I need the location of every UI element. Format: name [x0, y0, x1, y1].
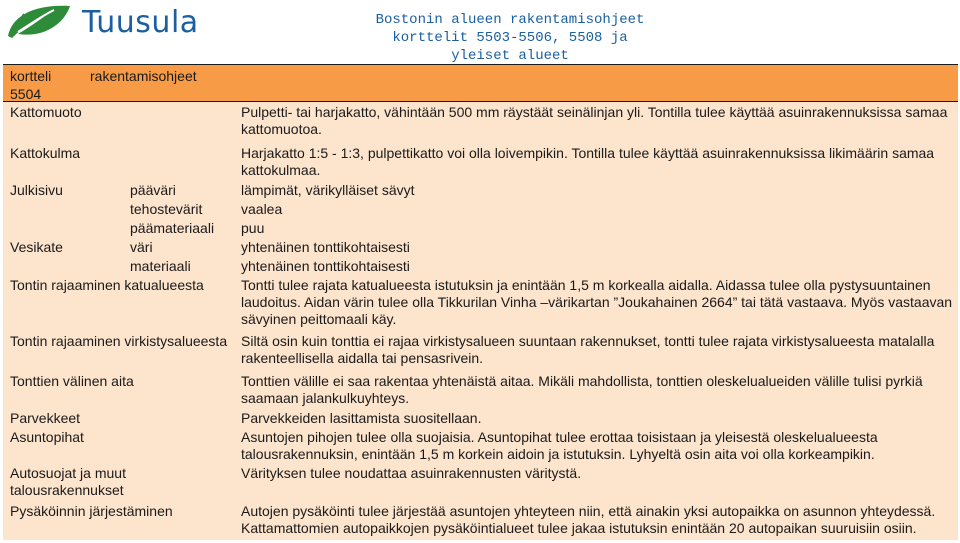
- title-line-1: Bostonin alueen rakentamisohjeet: [375, 12, 645, 28]
- value-kattokulma: Harjakatto 1:5 - 1:3, pulpettikatto voi olla loivempikin. Tontilla tulee käyttää asuinrakennuksissa likimäärin samaa kattokulmaa.: [241, 145, 935, 178]
- label-tonttien-valinen-aita: Tonttien välinen aita: [10, 373, 134, 389]
- label-rajaaminen-virkistysalueesta: Tontin rajaaminen virkistysalueesta: [10, 333, 228, 349]
- value-pysakointi: Autojen pysäköinti tulee järjestää asuntojen yhteyteen niin, että ainakin yksi autopaikka on asunnon yhteydessä. Kattamattomien autopaikkojen pysäköintialueet tulee jakaa istutuksin enintään 20 autopaikan suuruisiin osiin.: [241, 503, 936, 536]
- value-kattomuoto: Pulpetti- tai harjakatto, vähintään 500 mm räystäät seinälinjan yli. Tontilla tulee käyttää asuinrakennuksissa samaa kattomuotoa.: [241, 104, 948, 137]
- label-rajaaminen-katualueesta: Tontin rajaaminen katualueesta: [10, 277, 204, 293]
- label-asuntopihat: Asuntopihat: [10, 429, 84, 445]
- label-kattokulma: Kattokulma: [10, 145, 81, 161]
- value-tehostevarit: vaalea: [241, 201, 283, 217]
- label-vesikate: Vesikate: [10, 239, 63, 255]
- label-materiaali: materiaali: [130, 258, 191, 274]
- label-pysakointi: Pysäköinnin järjestäminen: [10, 503, 173, 519]
- document-title: [360, 11, 660, 65]
- header-rakentamisohjeet: rakentamisohjeet: [90, 68, 197, 84]
- value-vari: yhtenäinen tonttikohtaisesti: [241, 239, 410, 255]
- label-paavari: pääväri: [130, 182, 176, 198]
- value-rajaaminen-katualueesta: Tontti tulee rajata katualueesta istutuksin ja enintään 1,5 m korkealla aidalla. Aidassa tulee olla pystysuuntainen laudoitus. Aidan värin tulee olla Tikkurilan Vinha –värikartan ”Joukahainen 2664” tai tätä vastaava. Myös vastaavan sävyinen peittomaali käy.: [241, 277, 953, 327]
- header-kortteli: kortteli: [10, 68, 52, 84]
- logo-wordmark: Tuusula: [82, 4, 199, 40]
- value-asuntopihat: Asuntojen pihojen tulee olla suojaisia. Asuntopihat tulee erottaa toisistaan ja yleisestä oleskelualueesta talousrakennuksin, enintään 1,5 m korkein aidoin ja istutuksin. Lyhyeltä osin aita voi olla korkeampikin.: [241, 429, 878, 462]
- leaf-logo-icon: [4, 2, 76, 42]
- value-parvekkeet: Parvekkeiden lasittamista suositellaan.: [241, 410, 482, 426]
- value-materiaali: yhtenäinen tonttikohtaisesti: [241, 258, 410, 274]
- value-paavari: lämpimät, värikylläiset sävyt: [241, 182, 415, 198]
- value-rajaaminen-virkistysalueesta: Siltä osin kuin tonttia ei rajaa virkistysalueen suuntaan rakennukset, tontti tulee rajata virkistysalueesta matalalla rakenteellisella aidalla tai pensasrivein.: [241, 333, 935, 366]
- value-paamateriaali: puu: [241, 220, 265, 236]
- label-tehostevarit: tehostevärit: [130, 201, 203, 217]
- label-autosuojat: Autosuojat ja muut talousrakennukset: [10, 465, 126, 498]
- label-paamateriaali: päämateriaali: [130, 220, 215, 236]
- value-autosuojat: Värityksen tulee noudattaa asuinrakennusten väritystä.: [241, 465, 582, 481]
- tuusula-logo: [4, 2, 199, 42]
- label-kattomuoto: Kattomuoto: [10, 104, 82, 120]
- label-vari: väri: [130, 239, 153, 255]
- header-block-number: 5504: [10, 86, 42, 102]
- title-line-2: korttelit 5503-5506, 5508 ja yleiset alueet: [392, 30, 628, 64]
- value-tonttien-valinen-aita: Tonttien välille ei saa rakentaa yhtenäistä aitaa. Mikäli mahdollista, tonttien oleskelualueiden välille tulisi pyrkiä saamaan jalankulkuyhteys.: [241, 373, 923, 406]
- label-julkisivu: Julkisivu: [10, 182, 63, 198]
- label-parvekkeet: Parvekkeet: [10, 410, 81, 426]
